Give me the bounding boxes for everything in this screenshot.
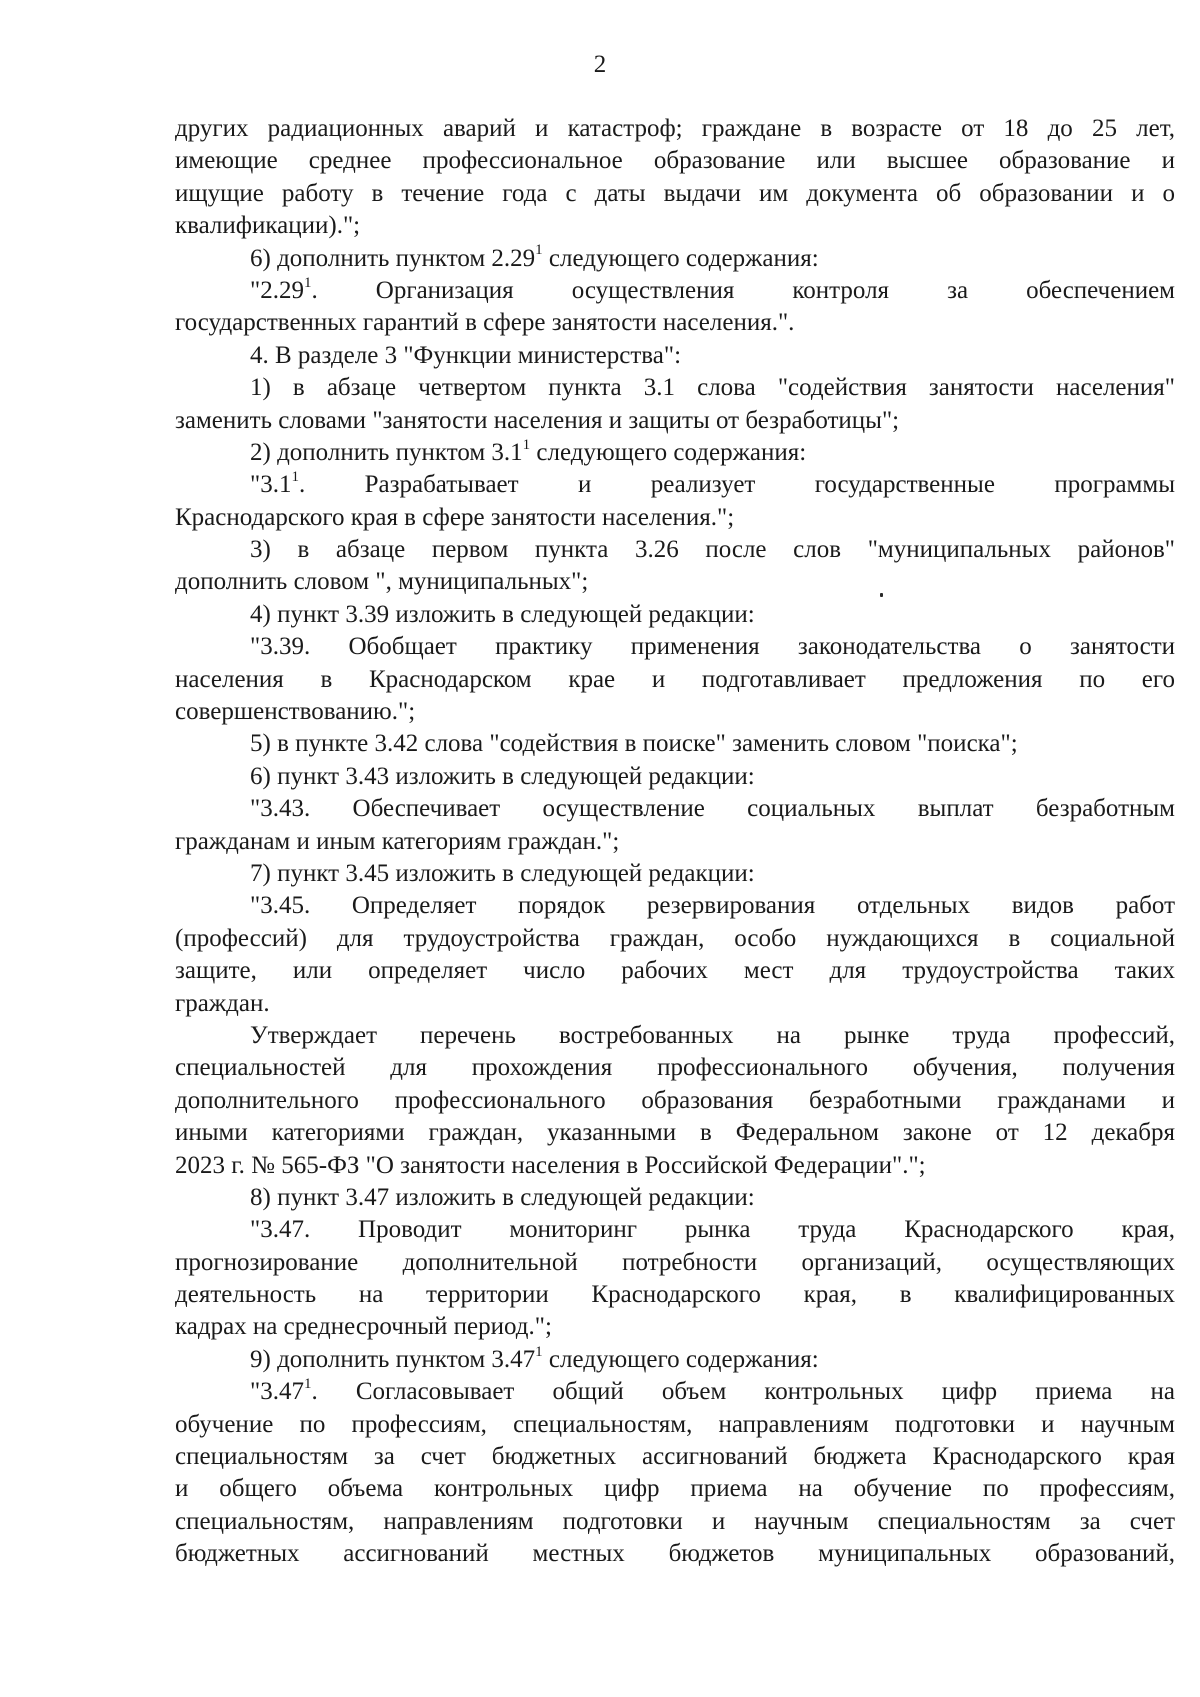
line-text: ищущие работу в течение года с даты выдачи им документа об образовании и о <box>175 179 1175 207</box>
text-line <box>175 145 1175 177</box>
text-line <box>175 372 1175 404</box>
line-text: и общего объема контрольных цифр приема на обучение по профессиям, <box>175 1475 1175 1503</box>
text-line <box>175 1344 1175 1376</box>
line-text: "3.47. Проводит мониторинг рынка труда Краснодарского края, <box>250 1216 1175 1244</box>
line-text: 5) в пункте 3.42 слова "содействия в поиске" заменить словом "поиска"; <box>250 730 1018 758</box>
text-line <box>175 1279 1175 1311</box>
text-line <box>175 1052 1175 1084</box>
text-line <box>175 923 1175 955</box>
text-line <box>175 664 1175 696</box>
line-text: защите, или определяет число рабочих мест для трудоустройства таких <box>175 957 1175 985</box>
line-text: 2) дополнить пунктом 3.1 <box>250 438 523 466</box>
document-body <box>175 113 1175 1571</box>
line-text: 1) в абзаце четвертом пункта 3.1 слова "содействия занятости населения" <box>250 374 1175 402</box>
text-line <box>175 243 1175 275</box>
text-line <box>175 988 1175 1020</box>
text-line <box>175 437 1175 469</box>
superscript: 1 <box>522 436 531 453</box>
text-line <box>175 955 1175 987</box>
superscript: 1 <box>303 274 312 291</box>
text-line <box>175 1538 1175 1570</box>
line-text: Утверждает перечень востребованных на рынке труда профессий, <box>250 1021 1175 1049</box>
text-line <box>175 728 1175 760</box>
text-line <box>175 113 1175 145</box>
line-text: специальностям за счет бюджетных ассигнований бюджета Краснодарского края <box>175 1443 1175 1471</box>
text-line <box>175 1473 1175 1505</box>
line-text: заменить словами "занятости населения и защиты от безработицы"; <box>175 406 900 434</box>
line-text: имеющие среднее профессиональное образование или высшее образование и <box>175 147 1175 175</box>
text-line <box>175 534 1175 566</box>
line-text: кадрах на среднесрочный период."; <box>175 1313 552 1341</box>
line-text: "3.1 <box>250 471 292 499</box>
line-text: 3) в абзаце первом пункта 3.26 после слов "муниципальных районов" <box>250 536 1175 564</box>
line-text: прогнозирование дополнительной потребности организаций, осуществляющих <box>175 1248 1175 1276</box>
text-line <box>175 1020 1175 1052</box>
line-text-continued: . Разрабатывает и реализует государственные программы <box>298 471 1175 499</box>
line-text: специальностей для прохождения профессионального обучения, получения <box>175 1054 1175 1082</box>
line-text: квалификации)."; <box>175 212 361 240</box>
line-text: гражданам и иным категориям граждан."; <box>175 827 620 855</box>
line-text-continued: . Организация осуществления контроля за обеспечением <box>311 276 1175 304</box>
line-text: дополнить словом ", муниципальных"; <box>175 568 589 596</box>
text-line <box>175 405 1175 437</box>
text-line <box>175 1117 1175 1149</box>
superscript: 1 <box>291 468 299 485</box>
text-line <box>175 1150 1175 1182</box>
text-line <box>175 858 1175 890</box>
text-line <box>175 1182 1175 1214</box>
line-text: 7) пункт 3.45 изложить в следующей редакции: <box>250 859 755 887</box>
text-line <box>175 502 1175 534</box>
line-text: дополнительного профессионального образования безработными гражданами и <box>175 1086 1175 1114</box>
text-line <box>175 1506 1175 1538</box>
line-text: государственных гарантий в сфере занятости населения.". <box>175 309 795 337</box>
line-text: 4) пункт 3.39 изложить в следующей редакции: <box>250 600 755 628</box>
text-line <box>175 631 1175 663</box>
line-text: "3.39. Обобщает практику применения законодательства о занятости <box>250 633 1175 661</box>
text-line <box>175 566 1175 598</box>
line-text: иными категориями граждан, указанными в Федеральном законе от 12 декабря <box>175 1119 1175 1147</box>
text-line <box>175 826 1175 858</box>
text-line <box>175 340 1175 372</box>
line-text: других радиационных аварий и катастроф; граждане в возрасте от 18 до 25 лет, <box>175 115 1175 142</box>
line-text: "3.45. Определяет порядок резервирования отдельных видов работ <box>250 892 1175 920</box>
scan-speck <box>880 593 883 597</box>
text-line <box>175 761 1175 793</box>
line-text: 4. В разделе 3 "Функции министерства": <box>250 341 682 369</box>
text-line <box>175 1441 1175 1473</box>
text-line <box>175 793 1175 825</box>
superscript: 1 <box>535 1343 543 1360</box>
line-text-continued: . Согласовывает общий объем контрольных цифр приема на <box>311 1378 1175 1406</box>
text-line <box>175 599 1175 631</box>
text-line <box>175 275 1175 307</box>
line-text: "3.47 <box>250 1378 304 1406</box>
line-text: 9) дополнить пунктом 3.47 <box>250 1345 536 1373</box>
text-line <box>175 307 1175 339</box>
line-text: бюджетных ассигнований местных бюджетов муниципальных образований, <box>175 1540 1175 1568</box>
line-text-continued: следующего содержания: <box>542 1345 819 1373</box>
line-text-continued: следующего содержания: <box>542 244 819 272</box>
superscript: 1 <box>535 242 543 259</box>
text-line <box>175 1085 1175 1117</box>
line-text: 8) пункт 3.47 изложить в следующей редакции: <box>250 1183 755 1211</box>
line-text: деятельность на территории Краснодарского края, в квалифицированных <box>175 1281 1175 1309</box>
text-line <box>175 890 1175 922</box>
text-line <box>175 1214 1175 1246</box>
text-line <box>175 178 1175 210</box>
text-line <box>175 1247 1175 1279</box>
page-number: 2 <box>593 51 607 78</box>
line-text: 6) дополнить пунктом 2.29 <box>250 244 536 272</box>
line-text: обучение по профессиям, специальностям, направлениям подготовки и научным <box>175 1410 1175 1438</box>
line-text-continued: следующего содержания: <box>530 438 807 466</box>
line-text: 6) пункт 3.43 изложить в следующей редакции: <box>250 762 755 790</box>
line-text: "2.29 <box>250 276 304 304</box>
text-line <box>175 1311 1175 1343</box>
line-text: Краснодарского края в сфере занятости населения."; <box>175 503 735 531</box>
line-text: совершенствованию."; <box>175 698 416 726</box>
line-text: населения в Краснодарском крае и подготавливает предложения по его <box>175 665 1175 693</box>
text-line <box>175 210 1175 242</box>
text-line <box>175 1409 1175 1441</box>
text-line <box>175 469 1175 501</box>
superscript: 1 <box>303 1375 312 1392</box>
text-line <box>175 1376 1175 1408</box>
line-text: (профессий) для трудоустройства граждан, особо нуждающихся в социальной <box>175 924 1175 952</box>
line-text: граждан. <box>175 989 270 1017</box>
line-text: специальностям, направлениям подготовки и научным специальностям за счет <box>175 1507 1175 1535</box>
text-line <box>175 696 1175 728</box>
line-text: 2023 г. № 565-ФЗ "О занятости населения в Российской Федерации"."; <box>175 1151 926 1179</box>
line-text: "3.43. Обеспечивает осуществление социальных выплат безработным <box>250 795 1175 823</box>
